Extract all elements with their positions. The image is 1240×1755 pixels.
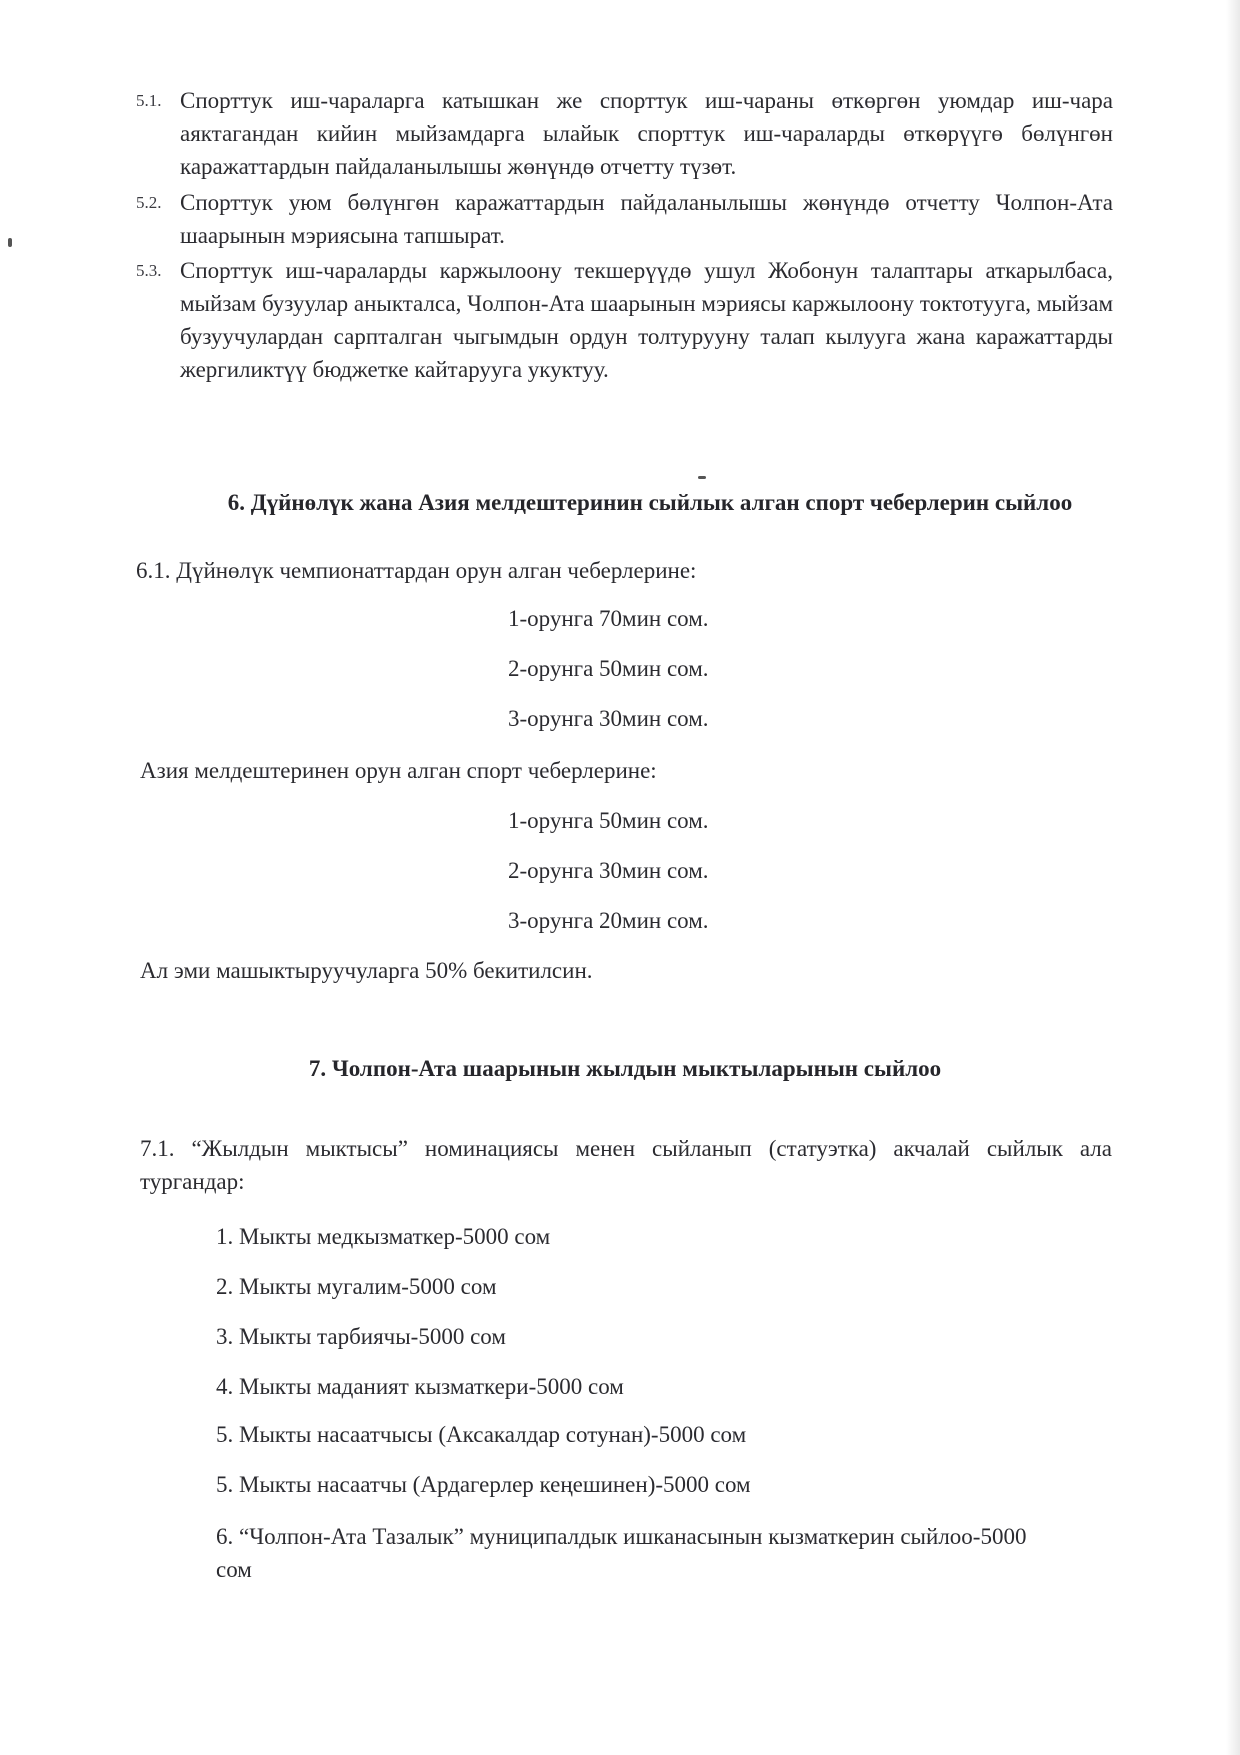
world-prize-1: 1-орунга 70мин сом. [508, 606, 709, 631]
section-7-heading: 7. Чолпон-Ата шаарынын жылдын мыктыларынын сыйлоо [308, 1056, 942, 1081]
award-item: 1. Мыкты медкызматкер-5000 сом [216, 1224, 551, 1249]
asia-prize-3: 3-орунга 20мин сом. [508, 908, 709, 933]
world-prize-2: 2-орунга 50мин сом. [508, 656, 709, 681]
award-item: 5. Мыкты насаатчысы (Аксакалдар сотунан)-5000 сом [216, 1422, 747, 1447]
scan-edge-shadow [1226, 0, 1240, 1755]
clause-5-3 [136, 254, 1113, 386]
clause-5-1 [136, 84, 1113, 183]
award-item: 5. Мыкты насаатчы (Ардагерлер кеңешинен)-5000 сом [216, 1472, 751, 1497]
award-item: 4. Мыкты маданият кызматкери-5000 сом [216, 1374, 624, 1399]
clause-number: 5.2. [136, 193, 162, 212]
asia-intro: Азия мелдештеринен орун алган спорт чеберлерине: [140, 758, 657, 783]
scan-speck [8, 238, 12, 247]
clause-number: 5.1. [136, 91, 162, 110]
section-6-heading: 6. Дүйнөлүк жана Азия мелдештеринин сыйлык алган спорт чеберлерин сыйлоо [227, 490, 1073, 515]
clause-text: Спорттук иш-чараларга катышкан же спорттук иш-чараны өткөргөн уюмдар иш-чара аяктагандан кийин мыйзамдарга ылайык спорттук иш-чараларды өткөрүүгө бөлүнгөн каражаттардын пайдаланылышы жөнүндө отчетту түзөт. [180, 88, 1113, 179]
coaches-note: Ал эми машыктыруучуларга 50% бекитилсин. [140, 958, 593, 983]
clause-text: Спорттук иш-чараларды каржылоону текшерүүдө ушул Жобонун талаптары аткарылбаса, мыйзам бузуулар аныкталса, Чолпон-Ата шаарынын мэриясы каржылоону токтотууга, мыйзам бузуучулардан сарпталган чыгымдын ордун толтурууну талап кылууга жана каражаттарды жергиликтүү бюджетке кайтарууга укуктуу. [180, 258, 1113, 382]
world-intro: 6.1. Дүйнөлүк чемпионаттардан орун алган чеберлерине: [136, 558, 697, 583]
clause-number: 5.3. [136, 261, 162, 280]
clause-5-2 [136, 186, 1113, 252]
world-prize-3: 3-орунга 30мин сом. [508, 706, 709, 731]
scan-speck [698, 476, 706, 479]
asia-prize-1: 1-орунга 50мин сом. [508, 808, 709, 833]
clause-text: Спорттук уюм бөлүнгөн каражаттардын пайдаланылышы жөнүндө отчетту Чолпон-Ата шаарынын мэриясына тапшырат. [180, 190, 1113, 248]
section-7-intro: 7.1. “Жылдын мыктысы” номинациясы менен сыйланып (статуэтка) акчалай сыйлык ала тургандар: [140, 1136, 1112, 1194]
asia-prize-2: 2-орунга 30мин сом. [508, 858, 709, 883]
award-item: 6. “Чолпон-Ата Тазалык” муниципалдык ишканасынын кызматкерин сыйлоо-5000 сом [216, 1524, 1027, 1582]
award-item: 2. Мыкты мугалим-5000 сом [216, 1274, 497, 1299]
award-item: 3. Мыкты тарбиячы-5000 сом [216, 1324, 506, 1349]
